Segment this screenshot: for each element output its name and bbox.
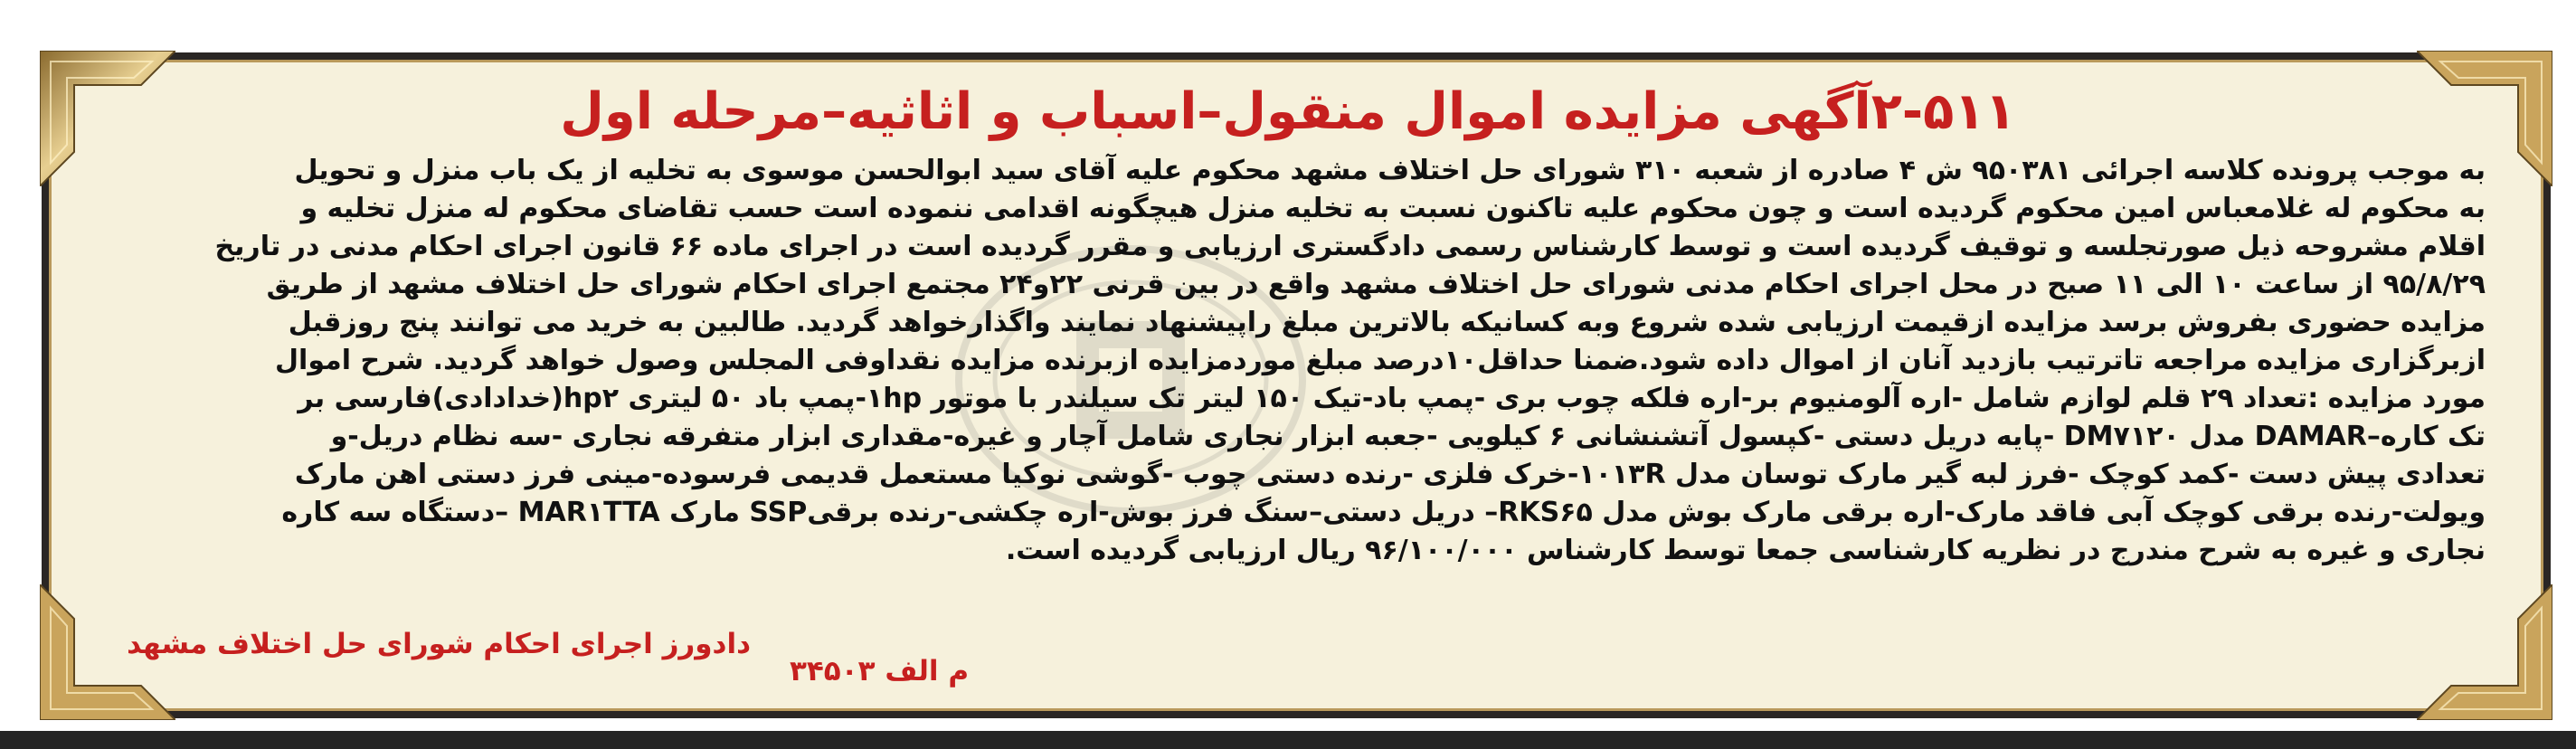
bottom-right-corner-ornament-icon	[2417, 584, 2552, 720]
notice-title: ۲-۵۱۱آگهی مزایده اموال منقول–اسباب و اثاثیه–مرحله اول	[560, 82, 2016, 141]
notice-body	[109, 152, 2486, 570]
notice-body-line: به محکوم له غلامعباس امین محکوم گردیده است و چون محکوم علیه تاکنون نسبت به تخلیه منزل هیچگونه اقدامی ننموده است حسب تقاضای محکوم له منزل تخلیه و	[300, 193, 2486, 224]
notice-body-line: تعدادی پیش دست -کمد کوچک -فرز لبه گیر مارک توسان مدل ۱۰۱۳R-خرک فلزی -رنده دستی چوب -گوشی نوکیا مستعمل قدیمی فرسوده-مینی فرز دستی اهن مارک	[294, 459, 2486, 490]
notice-body-line: اقلام مشروحه ذیل صورتجلسه و توقیف گردیده است و توسط کارشناس رسمی دادگستری ارزیابی و مقرر گردیده است در اجرای ماده ۶۶ قانون اجرای احکام مدنی در تاریخ	[214, 231, 2486, 262]
notice-body-line: ۹۵/۸/۲۹ از ساعت ۱۰ الی ۱۱ صبح در محل اجرای احکام مدنی شورای حل اختلاف مشهد واقع در بین قرنی ۲۲و۲۴ مجتمع اجرای احکام شورای حل اختلاف مشهد از طریق	[266, 269, 2486, 300]
notice-body-line: به موجب پرونده کلاسه اجرائی ۹۵۰۳۸۱ ش ۴ صادره از شعبه ۳۱۰ شورای حل اختلاف مشهد محکوم علیه آقای سید ابوالحسن موسوی به تخلیه از یک باب منزل و تحویل	[294, 155, 2486, 186]
page-bottom-bar	[0, 731, 2576, 749]
signature-line: دادورز اجرای احکام شورای حل اختلاف مشهد	[127, 628, 751, 660]
notice-body-line: مزایده حضوری بفروش برسد مزایده ازقیمت ارزیابی شده شروع وبه کسانیکه بالاترین مبلغ راپیشنهاد نمایند واگذارخواهد گردید. طالبین به خرید می توانند پنج روزقبل	[288, 307, 2486, 338]
notice-body-line: مورد مزایده :تعداد ۲۹ قلم لوازم شامل -اره آلومنیوم بر-اره فلکه چوب بری -پمپ باد-تیک ۱۵۰ لیتر تک سیلندر با موتور ۱hp-پمپ باد ۵۰ لیتری hp۲(خدادادی)فارسی بر	[298, 383, 2486, 414]
notice-body-line: تک کاره–DAMAR مدل DM۷۱۲۰ -پایه دریل دستی -کپسول آتشنشانی ۶ کیلویی -جعبه ابزار نجاری شامل آچار و غیره-مقداری ابزار متفرقه نجاری -سه نظام دریل-و	[330, 421, 2486, 452]
notice-body-line: نجاری و غیره به شرح مندرج در نظریه کارشناسی جمعا توسط کارشناس ۹۶/۱۰۰/۰۰۰ ریال ارزیابی گردیده است.	[1005, 535, 2486, 566]
notice-body-line: ویولت-رنده برقی کوچک آبی فاقد مارک-اره برقی مارک بوش مدل RKS۶۵– دریل دستی–سنگ فرز بوش-اره چکشی-رنده برقیSSP مارک MAR۱TTA –دستگاه سه کاره	[281, 497, 2486, 528]
notice-body-line: ازبرگزاری مزایده مراجعه تاترتیب بازدید آنان از اموال داده شود.ضمنا حداقل۱۰درصد مبلغ موردمزایده ازبرنده مزایده نقداوفی المجلس وصول خواهد گردید. شرح اموال	[275, 345, 2486, 376]
reference-number: م الف ۳۴۵۰۳	[789, 655, 970, 687]
